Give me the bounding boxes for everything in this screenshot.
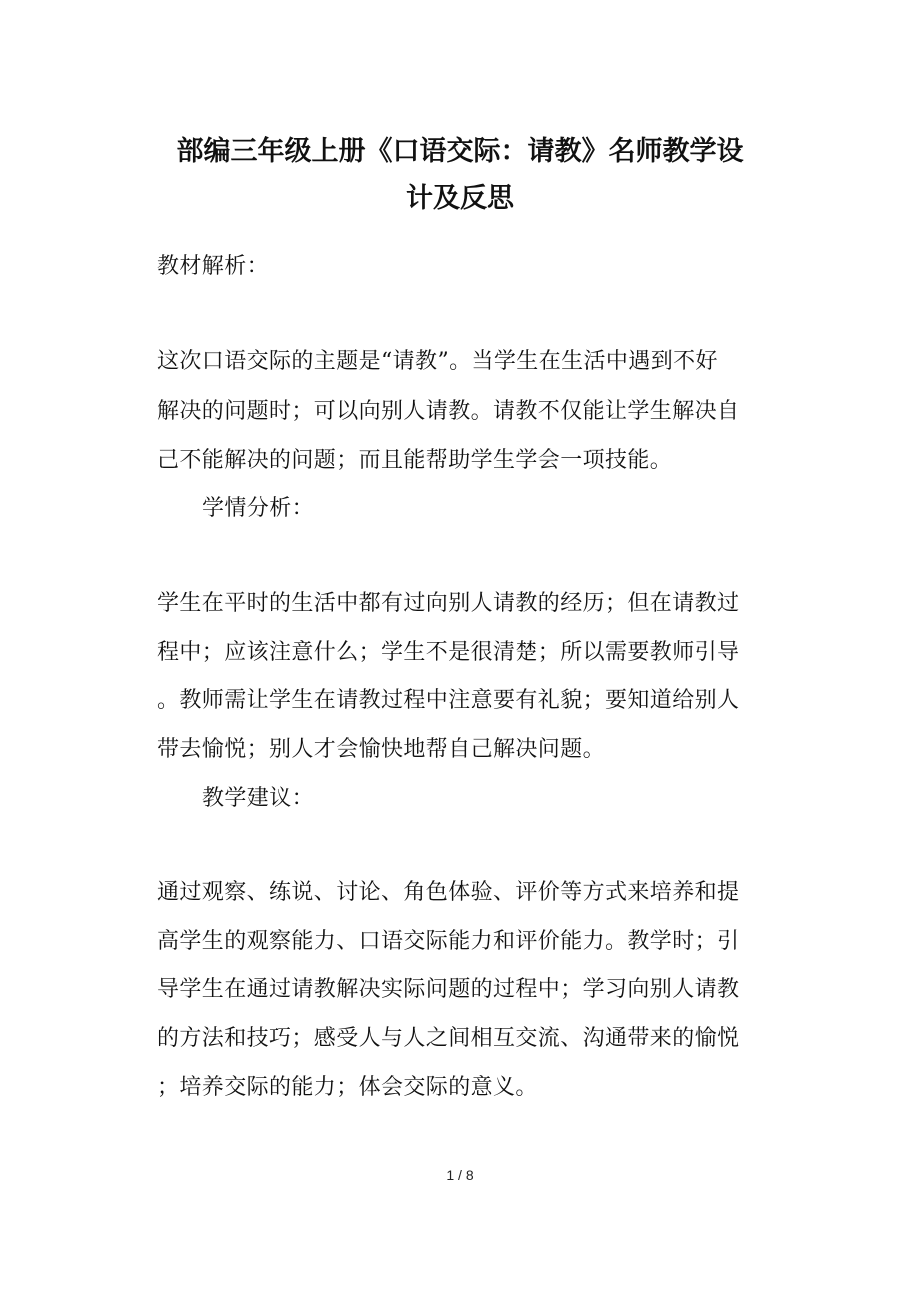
paragraph-line: 高学生的观察能力、口语交际能力和评价能力。教学时；引: [157, 929, 740, 954]
paragraph-line: 己不能解决的问题；而且能帮助学生学会一项技能。: [157, 448, 673, 473]
section-heading-learner-analysis: 学情分析：: [202, 496, 315, 521]
paragraph-line: 这次口语交际的主题是“请教”。当学生在生活中遇到不好: [157, 349, 718, 374]
paragraph-line: 的方法和技巧；感受人与人之间相互交流、沟通带来的愉悦: [157, 1026, 740, 1051]
document-title-line-1: 部编三年级上册《口语交际：请教》名师教学设: [176, 136, 744, 167]
paragraph-line: 学生在平时的生活中都有过向别人请教的经历；但在请教过: [157, 591, 740, 616]
page-number: 1 / 8: [446, 1167, 474, 1183]
paragraph-line: ；培养交际的能力；体会交际的意义。: [157, 1075, 538, 1100]
paragraph-line: 导学生在通过请教解决实际问题的过程中；学习向别人请教: [157, 977, 740, 1002]
section-heading-teaching-suggestions: 教学建议：: [202, 786, 315, 811]
paragraph-line: 。教师需让学生在请教过程中注意要有礼貌；要知道给别人: [157, 688, 740, 713]
paragraph-line: 通过观察、练说、讨论、角色体验、评价等方式来培养和提: [157, 880, 740, 905]
document-title-line-2: 计及反思: [406, 183, 514, 214]
paragraph-line: 解决的问题时；可以向别人请教。请教不仅能让学生解决自: [157, 399, 740, 424]
paragraph-line: 带去愉悦；别人才会愉快地帮自己解决问题。: [157, 737, 606, 762]
paragraph-line: 程中；应该注意什么；学生不是很清楚；所以需要教师引导: [157, 640, 740, 665]
section-heading-textbook-analysis: 教材解析：: [157, 254, 270, 279]
